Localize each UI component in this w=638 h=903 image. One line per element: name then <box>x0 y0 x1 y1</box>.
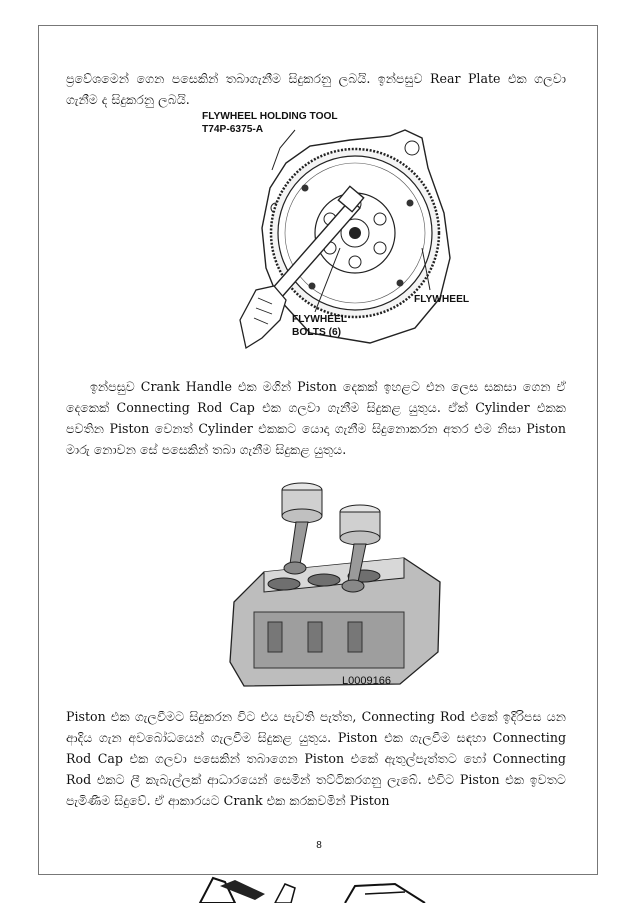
flywheel-illustration <box>200 108 506 358</box>
bolts-label-line1: FLYWHEEL <box>292 314 348 325</box>
flywheel-label: FLYWHEEL <box>414 294 470 305</box>
page-number: 8 <box>316 840 322 851</box>
paragraph-1: ප්‍රවේශමෙන් ගෙන පසෙකින් තබාගැනීම සිදුකරනු ලබයි. ඉන්පසුව Rear Plate එක ගලවා ගැනීම ද සිදුකරනු ලබයි. <box>66 71 566 107</box>
bolts-label-line2: BOLTS (6) <box>292 327 342 338</box>
paragraph-3: Piston එක ගැලවීමට සිදුකරන විට එය පැවති පැත්ත, Connecting Rod එකේ ඉදිරිපස යන ආදිය ගැන අවබෝධයෙන් ගැලවීම සිදුකළ යුතුය. Piston එක ගැලවීම සඳහා Connecting Rod Cap එක ගලවා පසෙකින් තබාගෙන Piston එකේ ඇතුල්පැත්තට හෝ Connecting Rod එකට ලී කැබැල්ලක් ආධාරයෙන් සෙමින් තට්ටිකරගනු ලැබේ. එවිට Piston එක ඉවතට පැමිණීම සිදුවේ. ඒ ආකාරයට Crank එක කරකවමින් Piston <box>66 709 566 808</box>
piston-removal-illustration <box>224 472 450 690</box>
figure-code: L0009166 <box>342 675 391 687</box>
tool-label-line2: T74P-6375-A <box>202 124 264 135</box>
next-page-illustration-fragment <box>195 874 430 903</box>
tool-label-line1: FLYWHEEL HOLDING TOOL <box>202 111 338 122</box>
paragraph-2: ඉන්පසුව Crank Handle එක මගින් Piston දෙකක් ඉහළට එන ලෙස සකසා ගෙන ඒ දෙකෙක් Connecting Rod Cap එක ගලවා ගැනීම සිදුකළ යුතුය. ඒක් Cylinder එකක පවතින Piston වෙනත් Cylinder එකකට යොදා ගැනීම සිදුනොකරන අතර එම නිසා Piston මාරු නොවන සේ පසෙකින් තබා ගැනීම සිදුකළ යුතුය. <box>66 379 566 457</box>
